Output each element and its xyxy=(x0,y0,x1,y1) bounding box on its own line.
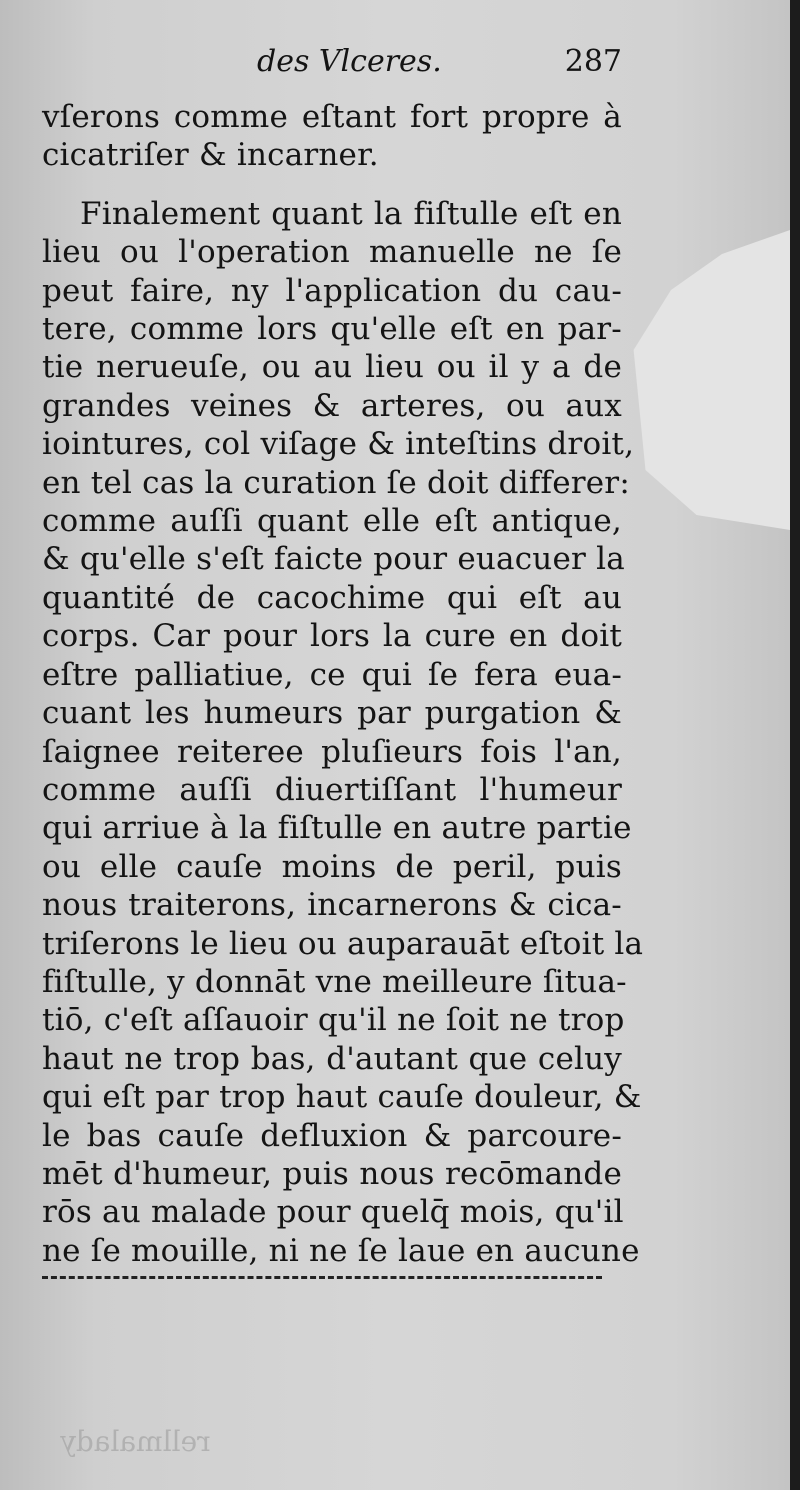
text-line: mēt d'humeur, puis nous recōmande xyxy=(42,1155,622,1192)
text-line: comme auſſi quant elle eſt antique, xyxy=(42,503,622,540)
text-line: iointures, col viſage & inteſtins droit, xyxy=(42,426,635,463)
text-line: & qu'elle s'eſt faicte pour euacuer la xyxy=(42,541,625,578)
text-line: le bas cauſe defluxion & parcoure- xyxy=(42,1117,622,1154)
text-line: qui arriue à la fiſtulle en autre partie xyxy=(42,810,632,847)
text-line: en tel cas la curation ſe doit differer: xyxy=(42,464,630,501)
page-number: 287 xyxy=(564,44,622,79)
text-line: vſerons comme eſtant fort propre à xyxy=(42,99,622,135)
bleed-through-text: rellmalady xyxy=(60,1425,211,1458)
text-line: qui eſt par trop haut cauſe douleur, & xyxy=(42,1079,642,1116)
text-line: tere, comme lors qu'elle eſt en par- xyxy=(42,311,622,348)
text-line: quantité de cacochime qui eſt au xyxy=(42,579,622,616)
text-line: tie nerueuſe, ou au lieu ou il y a de xyxy=(42,349,622,386)
text-line: eſtre palliatiue, ce qui ſe fera eua- xyxy=(42,656,622,693)
text-line: cuant les humeurs par purgation & xyxy=(42,695,622,732)
text-line: rōs au malade pour quelq̄ mois, qu'il xyxy=(42,1194,624,1231)
text-line: triſerons le lieu ou auparauāt eſtoit la xyxy=(42,925,644,962)
running-title: des Vlceres. xyxy=(257,44,442,79)
text-line: ſaignee reiteree pluſieurs fois l'an, xyxy=(42,733,622,770)
text-line: Finalement quant la fiſtulle eſt en xyxy=(80,195,622,232)
text-line: nous traiterons, incarnerons & cica- xyxy=(42,887,622,924)
paragraph-continuation xyxy=(42,98,622,175)
text-line: comme auſſi diuertiſſant l'humeur xyxy=(42,771,622,808)
text-line: ou elle cauſe moins de peril, puis xyxy=(42,848,622,885)
text-line: fiſtulle, y donnāt vne meilleure ſitua- xyxy=(42,963,627,1000)
running-head xyxy=(42,40,622,98)
text-line: cicatriſer & incarner. xyxy=(42,137,379,174)
text-line: tiō, c'eſt aſſauoir qu'il ne ſoit ne trop xyxy=(42,1002,625,1039)
torn-paper-patch xyxy=(620,230,790,530)
scan-edge xyxy=(790,0,800,1490)
bottom-rule xyxy=(42,1276,602,1279)
text-line: peut faire, ny l'application du cau- xyxy=(42,272,622,309)
text-line: ne ſe mouille, ni ne ſe laue en aucune xyxy=(42,1232,640,1269)
page-text-column xyxy=(42,40,644,1279)
paragraph-gap xyxy=(42,175,622,195)
text-line: haut ne trop bas, d'autant que celuy xyxy=(42,1040,622,1077)
paragraph-main xyxy=(42,195,644,1270)
text-line: corps. Car pour lors la cure en doit xyxy=(42,618,622,655)
text-line: grandes veines & arteres, ou aux xyxy=(42,387,622,424)
text-line: lieu ou l'operation manuelle ne ſe xyxy=(42,234,622,271)
